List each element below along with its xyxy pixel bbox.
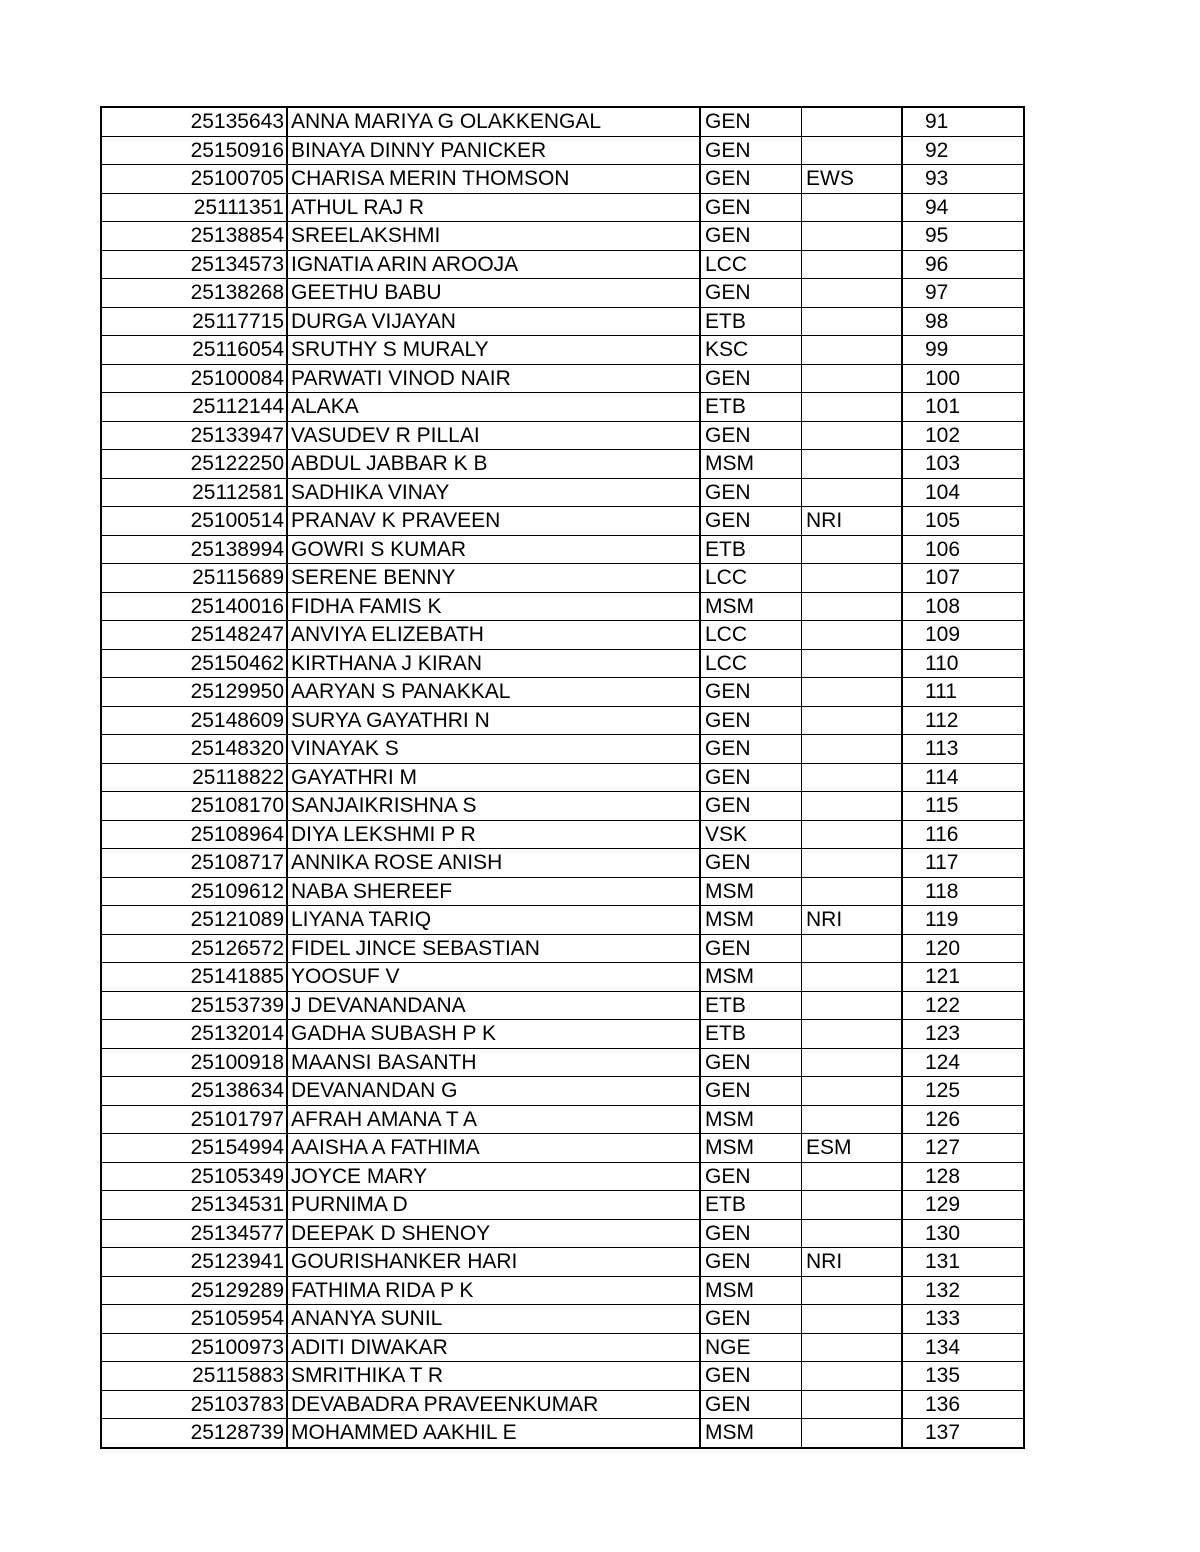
table-row — [101, 1105, 1024, 1134]
rank-cell: 124 — [902, 1048, 1024, 1077]
category-cell: MSM — [700, 450, 802, 479]
rank-cell: 135 — [902, 1362, 1024, 1391]
category-cell: GEN — [700, 1362, 802, 1391]
reservation-cell — [802, 107, 903, 136]
table-row — [101, 1305, 1024, 1334]
table-row — [101, 877, 1024, 906]
reservation-cell: NRI — [802, 507, 903, 536]
candidate-name-cell: DEEPAK D SHENOY — [287, 1219, 700, 1248]
reservation-cell — [802, 820, 903, 849]
reservation-cell — [802, 136, 903, 165]
table-row — [101, 165, 1024, 194]
category-cell: GEN — [700, 165, 802, 194]
table-row — [101, 792, 1024, 821]
category-cell: ETB — [700, 307, 802, 336]
application-number-cell: 25148320 — [101, 735, 287, 764]
rank-cell: 129 — [902, 1191, 1024, 1220]
candidate-name-cell: DEVABADRA PRAVEENKUMAR — [287, 1390, 700, 1419]
reservation-cell — [802, 1162, 903, 1191]
candidate-name-cell: SANJAIKRISHNA S — [287, 792, 700, 821]
application-number-cell: 25100918 — [101, 1048, 287, 1077]
table-row — [101, 564, 1024, 593]
rank-list-body — [101, 107, 1024, 1448]
application-number-cell: 25101797 — [101, 1105, 287, 1134]
table-row — [101, 991, 1024, 1020]
candidate-name-cell: YOOSUF V — [287, 963, 700, 992]
candidate-name-cell: GOURISHANKER HARI — [287, 1248, 700, 1277]
reservation-cell — [802, 1362, 903, 1391]
candidate-name-cell: SRUTHY S MURALY — [287, 336, 700, 365]
candidate-name-cell: FIDHA FAMIS K — [287, 592, 700, 621]
candidate-name-cell: NABA SHEREEF — [287, 877, 700, 906]
table-row — [101, 107, 1024, 136]
candidate-name-cell: CHARISA MERIN THOMSON — [287, 165, 700, 194]
application-number-cell: 25134577 — [101, 1219, 287, 1248]
application-number-cell: 25105954 — [101, 1305, 287, 1334]
category-cell: GEN — [700, 1077, 802, 1106]
category-cell: LCC — [700, 621, 802, 650]
reservation-cell — [802, 478, 903, 507]
rank-cell: 122 — [902, 991, 1024, 1020]
table-row — [101, 393, 1024, 422]
rank-cell: 134 — [902, 1333, 1024, 1362]
rank-cell: 109 — [902, 621, 1024, 650]
candidate-name-cell: PURNIMA D — [287, 1191, 700, 1220]
table-row — [101, 1077, 1024, 1106]
reservation-cell — [802, 364, 903, 393]
application-number-cell: 25108170 — [101, 792, 287, 821]
application-number-cell: 25134531 — [101, 1191, 287, 1220]
category-cell: GEN — [700, 678, 802, 707]
application-number-cell: 25148247 — [101, 621, 287, 650]
category-cell: MSM — [700, 877, 802, 906]
reservation-cell — [802, 1419, 903, 1448]
application-number-cell: 25105349 — [101, 1162, 287, 1191]
rank-cell: 108 — [902, 592, 1024, 621]
application-number-cell: 25115689 — [101, 564, 287, 593]
reservation-cell — [802, 1191, 903, 1220]
application-number-cell: 25150462 — [101, 649, 287, 678]
category-cell: GEN — [700, 934, 802, 963]
application-number-cell: 25150916 — [101, 136, 287, 165]
category-cell: GEN — [700, 136, 802, 165]
candidate-name-cell: PRANAV K PRAVEEN — [287, 507, 700, 536]
reservation-cell — [802, 1048, 903, 1077]
application-number-cell: 25140016 — [101, 592, 287, 621]
application-number-cell: 25153739 — [101, 991, 287, 1020]
application-number-cell: 25138268 — [101, 279, 287, 308]
rank-cell: 105 — [902, 507, 1024, 536]
category-cell: VSK — [700, 820, 802, 849]
rank-cell: 130 — [902, 1219, 1024, 1248]
rank-cell: 110 — [902, 649, 1024, 678]
rank-cell: 127 — [902, 1134, 1024, 1163]
reservation-cell — [802, 1077, 903, 1106]
table-row — [101, 1362, 1024, 1391]
candidate-name-cell: SERENE BENNY — [287, 564, 700, 593]
category-cell: GEN — [700, 507, 802, 536]
reservation-cell — [802, 222, 903, 251]
table-row — [101, 1048, 1024, 1077]
candidate-name-cell: DIYA LEKSHMI P R — [287, 820, 700, 849]
candidate-name-cell: IGNATIA ARIN AROOJA — [287, 250, 700, 279]
reservation-cell — [802, 1390, 903, 1419]
table-row — [101, 763, 1024, 792]
table-row — [101, 1020, 1024, 1049]
rank-cell: 102 — [902, 421, 1024, 450]
reservation-cell — [802, 706, 903, 735]
reservation-cell — [802, 307, 903, 336]
candidate-name-cell: ANANYA SUNIL — [287, 1305, 700, 1334]
rank-cell: 115 — [902, 792, 1024, 821]
candidate-name-cell: FATHIMA RIDA P K — [287, 1276, 700, 1305]
application-number-cell: 25128739 — [101, 1419, 287, 1448]
application-number-cell: 25111351 — [101, 193, 287, 222]
application-number-cell: 25123941 — [101, 1248, 287, 1277]
candidate-name-cell: DEVANANDAN G — [287, 1077, 700, 1106]
reservation-cell: EWS — [802, 165, 903, 194]
rank-list-table — [100, 106, 1025, 1449]
application-number-cell: 25129289 — [101, 1276, 287, 1305]
candidate-name-cell: AARYAN S PANAKKAL — [287, 678, 700, 707]
application-number-cell: 25126572 — [101, 934, 287, 963]
category-cell: MSM — [700, 963, 802, 992]
rank-cell: 125 — [902, 1077, 1024, 1106]
reservation-cell — [802, 1305, 903, 1334]
category-cell: GEN — [700, 1248, 802, 1277]
reservation-cell — [802, 792, 903, 821]
category-cell: ETB — [700, 1020, 802, 1049]
application-number-cell: 25100973 — [101, 1333, 287, 1362]
application-number-cell: 25108717 — [101, 849, 287, 878]
category-cell: GEN — [700, 1219, 802, 1248]
application-number-cell: 25134573 — [101, 250, 287, 279]
category-cell: GEN — [700, 849, 802, 878]
table-row — [101, 592, 1024, 621]
reservation-cell: ESM — [802, 1134, 903, 1163]
reservation-cell — [802, 592, 903, 621]
category-cell: ETB — [700, 535, 802, 564]
rank-cell: 117 — [902, 849, 1024, 878]
application-number-cell: 25100084 — [101, 364, 287, 393]
table-row — [101, 849, 1024, 878]
application-number-cell: 25135643 — [101, 107, 287, 136]
category-cell: GEN — [700, 193, 802, 222]
rank-cell: 113 — [902, 735, 1024, 764]
table-row — [101, 621, 1024, 650]
category-cell: GEN — [700, 279, 802, 308]
application-number-cell: 25115883 — [101, 1362, 287, 1391]
reservation-cell — [802, 1105, 903, 1134]
candidate-name-cell: GAYATHRI M — [287, 763, 700, 792]
reservation-cell — [802, 421, 903, 450]
category-cell: GEN — [700, 421, 802, 450]
table-row — [101, 1162, 1024, 1191]
rank-cell: 137 — [902, 1419, 1024, 1448]
application-number-cell: 25121089 — [101, 906, 287, 935]
table-row — [101, 535, 1024, 564]
table-row — [101, 250, 1024, 279]
rank-cell: 112 — [902, 706, 1024, 735]
reservation-cell — [802, 250, 903, 279]
application-number-cell: 25122250 — [101, 450, 287, 479]
category-cell: GEN — [700, 1305, 802, 1334]
category-cell: KSC — [700, 336, 802, 365]
table-row — [101, 1390, 1024, 1419]
reservation-cell — [802, 621, 903, 650]
table-row — [101, 193, 1024, 222]
candidate-name-cell: VASUDEV R PILLAI — [287, 421, 700, 450]
category-cell: GEN — [700, 792, 802, 821]
table-row — [101, 450, 1024, 479]
table-row — [101, 136, 1024, 165]
category-cell: MSM — [700, 592, 802, 621]
rank-cell: 106 — [902, 535, 1024, 564]
rank-cell: 104 — [902, 478, 1024, 507]
table-row — [101, 649, 1024, 678]
reservation-cell: NRI — [802, 906, 903, 935]
reservation-cell — [802, 877, 903, 906]
application-number-cell: 25112581 — [101, 478, 287, 507]
table-row — [101, 934, 1024, 963]
reservation-cell — [802, 963, 903, 992]
rank-cell: 92 — [902, 136, 1024, 165]
reservation-cell — [802, 564, 903, 593]
category-cell: GEN — [700, 478, 802, 507]
category-cell: MSM — [700, 1134, 802, 1163]
category-cell: GEN — [700, 222, 802, 251]
application-number-cell: 25116054 — [101, 336, 287, 365]
category-cell: NGE — [700, 1333, 802, 1362]
candidate-name-cell: ABDUL JABBAR K B — [287, 450, 700, 479]
candidate-name-cell: PARWATI VINOD NAIR — [287, 364, 700, 393]
application-number-cell: 25103783 — [101, 1390, 287, 1419]
candidate-name-cell: MAANSI BASANTH — [287, 1048, 700, 1077]
table-row — [101, 820, 1024, 849]
table-row — [101, 1248, 1024, 1277]
rank-cell: 94 — [902, 193, 1024, 222]
application-number-cell: 25117715 — [101, 307, 287, 336]
candidate-name-cell: MOHAMMED AAKHIL E — [287, 1419, 700, 1448]
reservation-cell — [802, 991, 903, 1020]
category-cell: MSM — [700, 906, 802, 935]
reservation-cell — [802, 393, 903, 422]
category-cell: GEN — [700, 735, 802, 764]
candidate-name-cell: GOWRI S KUMAR — [287, 535, 700, 564]
category-cell: GEN — [700, 706, 802, 735]
candidate-name-cell: ANVIYA ELIZEBATH — [287, 621, 700, 650]
candidate-name-cell: DURGA VIJAYAN — [287, 307, 700, 336]
reservation-cell — [802, 1020, 903, 1049]
rank-cell: 99 — [902, 336, 1024, 365]
rank-cell: 97 — [902, 279, 1024, 308]
application-number-cell: 25154994 — [101, 1134, 287, 1163]
candidate-name-cell: ADITI DIWAKAR — [287, 1333, 700, 1362]
table-row — [101, 478, 1024, 507]
table-row — [101, 507, 1024, 536]
category-cell: ETB — [700, 1191, 802, 1220]
reservation-cell — [802, 649, 903, 678]
rank-cell: 107 — [902, 564, 1024, 593]
rank-cell: 111 — [902, 678, 1024, 707]
candidate-name-cell: SADHIKA VINAY — [287, 478, 700, 507]
category-cell: GEN — [700, 1162, 802, 1191]
category-cell: MSM — [700, 1276, 802, 1305]
candidate-name-cell: AFRAH AMANA T A — [287, 1105, 700, 1134]
rank-cell: 95 — [902, 222, 1024, 251]
table-row — [101, 735, 1024, 764]
reservation-cell — [802, 279, 903, 308]
rank-cell: 133 — [902, 1305, 1024, 1334]
reservation-cell — [802, 336, 903, 365]
reservation-cell — [802, 535, 903, 564]
table-row — [101, 1419, 1024, 1448]
rank-cell: 118 — [902, 877, 1024, 906]
candidate-name-cell: BINAYA DINNY PANICKER — [287, 136, 700, 165]
category-cell: ETB — [700, 393, 802, 422]
rank-cell: 136 — [902, 1390, 1024, 1419]
rank-cell: 96 — [902, 250, 1024, 279]
rank-cell: 103 — [902, 450, 1024, 479]
candidate-name-cell: SURYA GAYATHRI N — [287, 706, 700, 735]
reservation-cell: NRI — [802, 1248, 903, 1277]
candidate-name-cell: J DEVANANDANA — [287, 991, 700, 1020]
table-row — [101, 364, 1024, 393]
application-number-cell: 25133947 — [101, 421, 287, 450]
candidate-name-cell: SREELAKSHMI — [287, 222, 700, 251]
rank-cell: 131 — [902, 1248, 1024, 1277]
category-cell: LCC — [700, 649, 802, 678]
rank-cell: 91 — [902, 107, 1024, 136]
rank-cell: 119 — [902, 906, 1024, 935]
rank-cell: 116 — [902, 820, 1024, 849]
candidate-name-cell: GEETHU BABU — [287, 279, 700, 308]
table-row — [101, 421, 1024, 450]
category-cell: GEN — [700, 1048, 802, 1077]
candidate-name-cell: VINAYAK S — [287, 735, 700, 764]
table-row — [101, 678, 1024, 707]
reservation-cell — [802, 763, 903, 792]
rank-cell: 101 — [902, 393, 1024, 422]
rank-cell: 100 — [902, 364, 1024, 393]
rank-cell: 128 — [902, 1162, 1024, 1191]
table-row — [101, 222, 1024, 251]
category-cell: ETB — [700, 991, 802, 1020]
candidate-name-cell: ALAKA — [287, 393, 700, 422]
application-number-cell: 25138634 — [101, 1077, 287, 1106]
candidate-name-cell: KIRTHANA J KIRAN — [287, 649, 700, 678]
candidate-name-cell: ANNA MARIYA G OLAKKENGAL — [287, 107, 700, 136]
category-cell: MSM — [700, 1105, 802, 1134]
reservation-cell — [802, 450, 903, 479]
category-cell: GEN — [700, 364, 802, 393]
application-number-cell: 25148609 — [101, 706, 287, 735]
rank-cell: 121 — [902, 963, 1024, 992]
candidate-name-cell: ANNIKA ROSE ANISH — [287, 849, 700, 878]
application-number-cell: 25141885 — [101, 963, 287, 992]
application-number-cell: 25138994 — [101, 535, 287, 564]
rank-cell: 132 — [902, 1276, 1024, 1305]
reservation-cell — [802, 678, 903, 707]
reservation-cell — [802, 934, 903, 963]
table-row — [101, 1191, 1024, 1220]
rank-cell: 93 — [902, 165, 1024, 194]
table-row — [101, 906, 1024, 935]
candidate-name-cell: SMRITHIKA T R — [287, 1362, 700, 1391]
application-number-cell: 25108964 — [101, 820, 287, 849]
rank-cell: 98 — [902, 307, 1024, 336]
application-number-cell: 25132014 — [101, 1020, 287, 1049]
application-number-cell: 25129950 — [101, 678, 287, 707]
reservation-cell — [802, 1333, 903, 1362]
application-number-cell: 25138854 — [101, 222, 287, 251]
table-row — [101, 963, 1024, 992]
category-cell: GEN — [700, 1390, 802, 1419]
table-row — [101, 336, 1024, 365]
application-number-cell: 25118822 — [101, 763, 287, 792]
candidate-name-cell: FIDEL JINCE SEBASTIAN — [287, 934, 700, 963]
category-cell: LCC — [700, 250, 802, 279]
category-cell: MSM — [700, 1419, 802, 1448]
application-number-cell: 25112144 — [101, 393, 287, 422]
table-row — [101, 1219, 1024, 1248]
candidate-name-cell: AAISHA A FATHIMA — [287, 1134, 700, 1163]
rank-cell: 114 — [902, 763, 1024, 792]
reservation-cell — [802, 193, 903, 222]
rank-cell: 126 — [902, 1105, 1024, 1134]
table-row — [101, 1276, 1024, 1305]
rank-cell: 120 — [902, 934, 1024, 963]
reservation-cell — [802, 849, 903, 878]
reservation-cell — [802, 735, 903, 764]
category-cell: GEN — [700, 107, 802, 136]
table-row — [101, 279, 1024, 308]
rank-cell: 123 — [902, 1020, 1024, 1049]
table-row — [101, 1333, 1024, 1362]
application-number-cell: 25100705 — [101, 165, 287, 194]
candidate-name-cell: GADHA SUBASH P K — [287, 1020, 700, 1049]
table-row — [101, 1134, 1024, 1163]
table-row — [101, 706, 1024, 735]
reservation-cell — [802, 1276, 903, 1305]
application-number-cell: 25109612 — [101, 877, 287, 906]
candidate-name-cell: JOYCE MARY — [287, 1162, 700, 1191]
category-cell: LCC — [700, 564, 802, 593]
reservation-cell — [802, 1219, 903, 1248]
candidate-name-cell: LIYANA TARIQ — [287, 906, 700, 935]
candidate-name-cell: ATHUL RAJ R — [287, 193, 700, 222]
table-row — [101, 307, 1024, 336]
category-cell: GEN — [700, 763, 802, 792]
application-number-cell: 25100514 — [101, 507, 287, 536]
